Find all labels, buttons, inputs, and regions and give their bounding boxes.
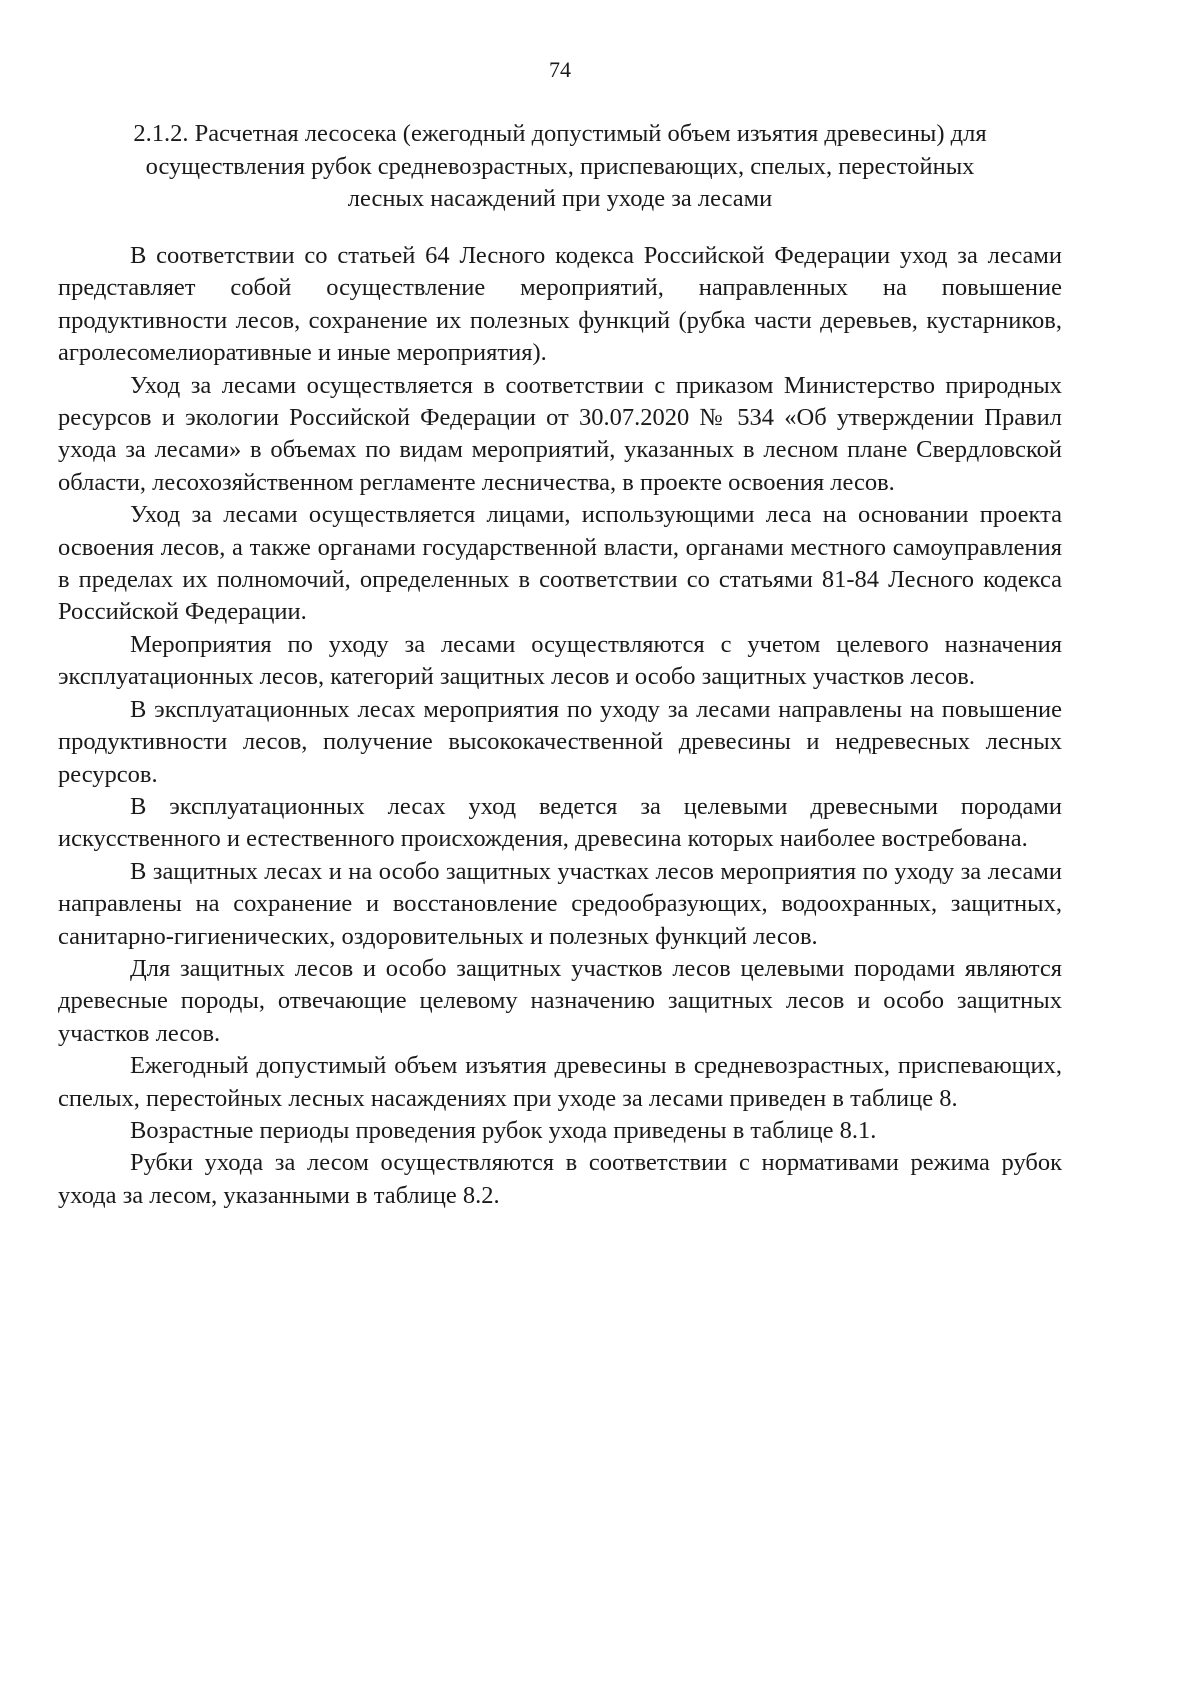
paragraph: В эксплуатационных лесах уход ведется за целевыми древесными породами искусственного и естественного происхождения, древесина которых наиболее востребована. [58,792,1062,853]
page-number: 74 [549,57,571,82]
paragraph: В эксплуатационных лесах мероприятия по уходу за лесами направлены на повышение продуктивности лесов, получение высококачественной древесины и недревесных лесных ресурсов. [58,695,1062,788]
body-text [58,240,1062,1212]
paragraph: В защитных лесах и на особо защитных участках лесов мероприятия по уходу за лесами направлены на сохранение и восстановление средообразующих, водоохранных, защитных, санитарно-гигиенических, оздоровительных и полезных функций лесов. [58,857,1062,950]
paragraph: Уход за лесами осуществляется лицами, использующими леса на основании проекта освоения лесов, а также органами государственной власти, органами местного самоуправления в пределах их полномочий, определенных в соответствии со статьями 81-84 Лесного кодекса Российской Федерации. [58,501,1062,626]
paragraph: Рубки ухода за лесом осуществляются в соответствии с нормативами режима рубок ухода за лесом, указанными в таблице 8.2. [58,1149,1062,1209]
heading-line: 2.1.2. Расчетная лесосека (ежегодный допустимый объем изъятия древесины) для [133,120,987,147]
paragraph: Ежегодный допустимый объем изъятия древесины в средневозрастных, приспевающих, спелых, перестойных лесных насаждениях при уходе за лесами приведен в таблице 8. [58,1052,1062,1112]
heading-line: осуществления рубок средневозрастных, приспевающих, спелых, перестойных [145,152,975,180]
section-heading [58,118,1062,216]
paragraph: Возрастные периоды проведения рубок ухода приведены в таблице 8.1. [130,1116,877,1144]
paragraph: Для защитных лесов и особо защитных участков лесов целевыми породами являются древесные породы, отвечающие целевому назначению защитных лесов и особо защитных участков лесов. [58,954,1062,1047]
heading-line: лесных насаждений при уходе за лесами [347,185,773,212]
paragraph: Уход за лесами осуществляется в соответствии с приказом Министерство природных ресурсов и экологии Российской Федерации от 30.07.2020 № 534 «Об утверждении Правил ухода за лесами» в объемах по видам мероприятий, указанных в лесном плане Свердловской области, лесохозяйственном регламенте лесничества, в проекте освоения лесов. [58,371,1062,496]
paragraph: В соответствии со статьей 64 Лесного кодекса Российской Федерации уход за лесами представляет собой осуществление мероприятий, направленных на повышение продуктивности лесов, сохранение их полезных функций (рубка части деревьев, кустарников, агролесомелиоративные и иные мероприятия). [58,242,1062,367]
paragraph: Мероприятия по уходу за лесами осуществляются с учетом целевого назначения эксплуатационных лесов, категорий защитных лесов и особо защитных участков лесов. [58,630,1062,691]
